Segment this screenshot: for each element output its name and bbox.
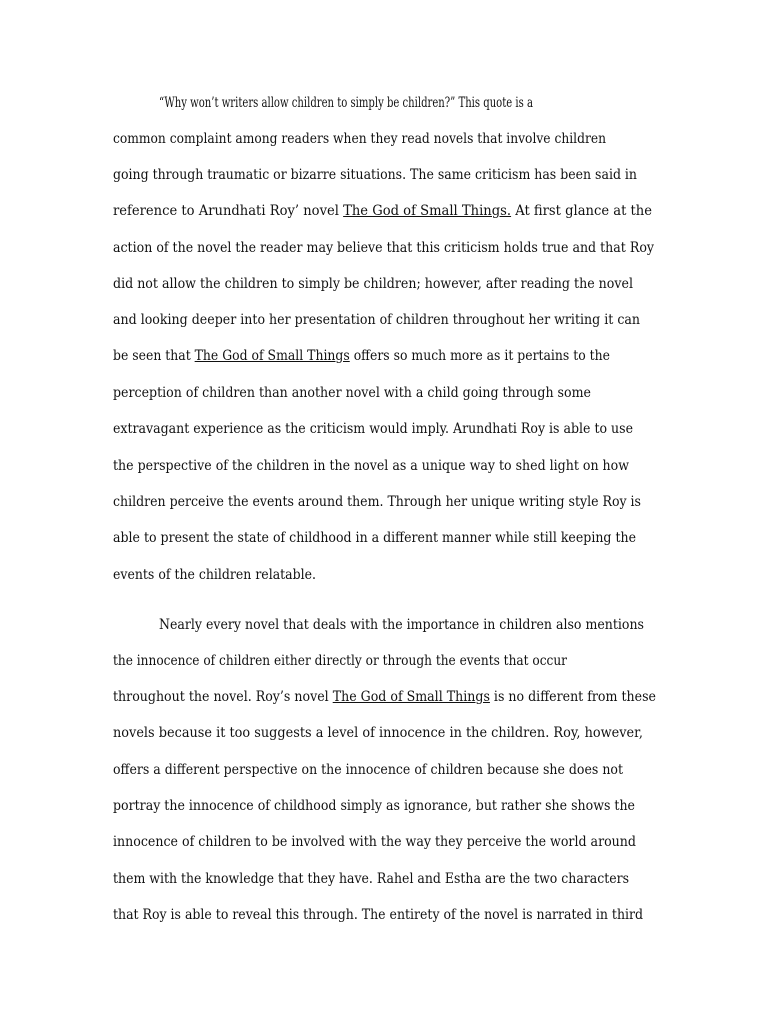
text-span: is no different from these xyxy=(489,689,656,705)
text-line xyxy=(113,761,623,779)
text-line xyxy=(113,311,640,329)
text-span: that Roy is able to reveal this through. The entirety of the novel is narrated in third xyxy=(113,907,643,923)
text-span: portray the innocence of childhood simply as ignorance, but rather she shows the xyxy=(113,798,635,814)
text-span: events of the children relatable. xyxy=(113,567,316,583)
text-span: perception of children than another novel with a child going through some xyxy=(113,385,591,401)
text-span: did not allow the children to simply be children; however, after reading the novel xyxy=(113,276,633,292)
text-span: action of the novel the reader may believe that this criticism holds true and that Roy xyxy=(113,240,654,256)
text-span: offers so much more as it pertains to the xyxy=(349,348,610,364)
text-span: the perspective of the children in the novel as a unique way to shed light on how xyxy=(113,458,629,474)
text-span: able to present the state of childhood in a different manner while still keeping the xyxy=(113,530,636,546)
text-line xyxy=(113,493,641,511)
book-title: The God of Small Things. xyxy=(343,203,512,219)
book-title: The God of Small Things xyxy=(194,348,350,364)
text-line xyxy=(113,529,636,547)
text-line xyxy=(113,652,567,670)
text-span: innocence of children to be involved with the way they perceive the world around xyxy=(113,834,636,850)
text-line xyxy=(113,384,591,402)
text-line xyxy=(113,688,656,706)
text-span: children perceive the events around them. Through her unique writing style Roy is xyxy=(113,494,641,510)
text-line xyxy=(113,724,643,742)
text-line xyxy=(113,420,633,438)
text-line xyxy=(113,275,633,293)
text-line xyxy=(113,239,654,257)
text-span: “Why won’t writers allow children to simply be children?” This quote is a xyxy=(159,95,533,111)
text-span: and looking deeper into her presentation of children throughout her writing it can xyxy=(113,312,640,328)
text-line xyxy=(159,94,533,112)
text-span: At first glance at the xyxy=(511,203,652,219)
text-line xyxy=(113,347,610,365)
text-line xyxy=(113,870,629,888)
text-span: throughout the novel. Roy’s novel xyxy=(113,689,333,705)
text-span: extravagant experience as the criticism would imply. Arundhati Roy is able to use xyxy=(113,421,633,437)
text-line xyxy=(113,906,643,924)
text-line xyxy=(113,202,652,220)
text-span: offers a different perspective on the innocence of children because she does not xyxy=(113,762,623,778)
text-span: them with the knowledge that they have. Rahel and Estha are the two characters xyxy=(113,871,629,887)
text-line xyxy=(113,797,635,815)
text-span: novels because it too suggests a level of innocence in the children. Roy, however, xyxy=(113,725,643,741)
text-span: Nearly every novel that deals with the importance in children also mentions xyxy=(159,617,644,633)
text-line xyxy=(113,166,637,184)
text-span: the innocence of children either directly or through the events that occur xyxy=(113,653,567,669)
text-span: reference to Arundhati Roy’ novel xyxy=(113,203,344,219)
text-span: going through traumatic or bizarre situations. The same criticism has been said in xyxy=(113,167,637,183)
text-line xyxy=(113,130,606,148)
text-line xyxy=(113,566,316,584)
book-title: The God of Small Things xyxy=(332,689,490,705)
text-line xyxy=(159,616,644,634)
text-span: common complaint among readers when they read novels that involve children xyxy=(113,131,606,147)
text-line xyxy=(113,457,629,475)
text-span: be seen that xyxy=(113,348,195,364)
text-line xyxy=(113,833,636,851)
